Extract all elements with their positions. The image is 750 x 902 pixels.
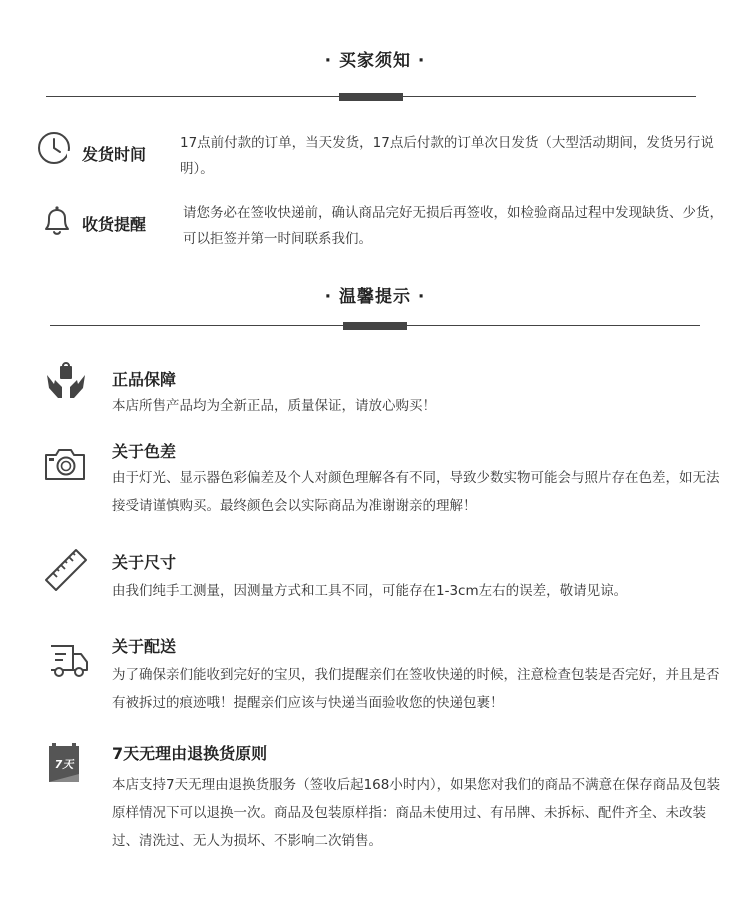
tip-text-color: 由于灯光、显示器色彩偏差及个人对颜色理解各有不同，导致少数实物可能会与照片存在色差，如无法接受请谨慎购买。最终颜色会以实际商品为准谢谢亲的理解！ — [112, 470, 720, 514]
tip-text-return: 本店支持7天无理由退换货服务（签收后起168小时内），如果您对我们的商品不满意在保存商品及包装原样情况下可以退换一次。商品及包装原样指：商品未使用过、有吊牌、未拆标、配件齐全、未改装过、清洗过、无人为损坏、不影响二次销售。 — [112, 777, 721, 849]
tip-title-delivery: 关于配送 — [112, 637, 177, 656]
buyer-notice-title: · 买家须知 · — [324, 51, 426, 71]
seven-day-icon-text: 7天 — [54, 758, 74, 771]
shipping-time-text: 17点前付款的订单，当天发货，17点后付款的订单次日发货（大型活动期间，发货另行说明）。 — [180, 135, 714, 177]
tip-title-size: 关于尺寸 — [112, 553, 177, 572]
tip-title-color: 关于色差 — [112, 442, 177, 461]
tip-text-delivery: 为了确保亲们能收到完好的宝贝，我们提醒亲们在签收快递的时候，注意检查包装是否完好，并且是否有被拆过的痕迹哦！提醒亲们应该与快递当面验收您的快递包裹！ — [112, 667, 720, 711]
tip-title-genuine: 正品保障 — [112, 370, 177, 389]
divider-accent — [339, 93, 403, 101]
clock-icon — [37, 131, 71, 165]
camera-icon — [43, 442, 87, 486]
seven-day-return-icon — [48, 742, 80, 784]
tips-title: · 温馨提示 · — [324, 287, 426, 307]
tip-title-return: 7天无理由退换货原则 — [112, 744, 268, 763]
bell-icon — [40, 204, 74, 238]
tip-text-size: 由我们纯手工测量，因测量方式和工具不同，可能存在1-3cm左右的误差，敬请见谅。 — [112, 583, 628, 599]
ruler-icon — [44, 548, 88, 592]
receipt-reminder-text: 请您务必在签收快递前，确认商品完好无损后再签收，如检验商品过程中发现缺货、少货，可以拒签并第一时间联系我们。 — [183, 205, 723, 247]
shipping-time-label: 发货时间 — [82, 145, 147, 164]
divider-accent — [343, 322, 407, 330]
delivery-truck-icon — [46, 638, 90, 682]
hands-guarantee-icon — [44, 360, 88, 404]
receipt-reminder-label: 收货提醒 — [82, 215, 147, 234]
tip-text-genuine: 本店所售产品均为全新正品，质量保证，请放心购买！ — [112, 398, 436, 414]
